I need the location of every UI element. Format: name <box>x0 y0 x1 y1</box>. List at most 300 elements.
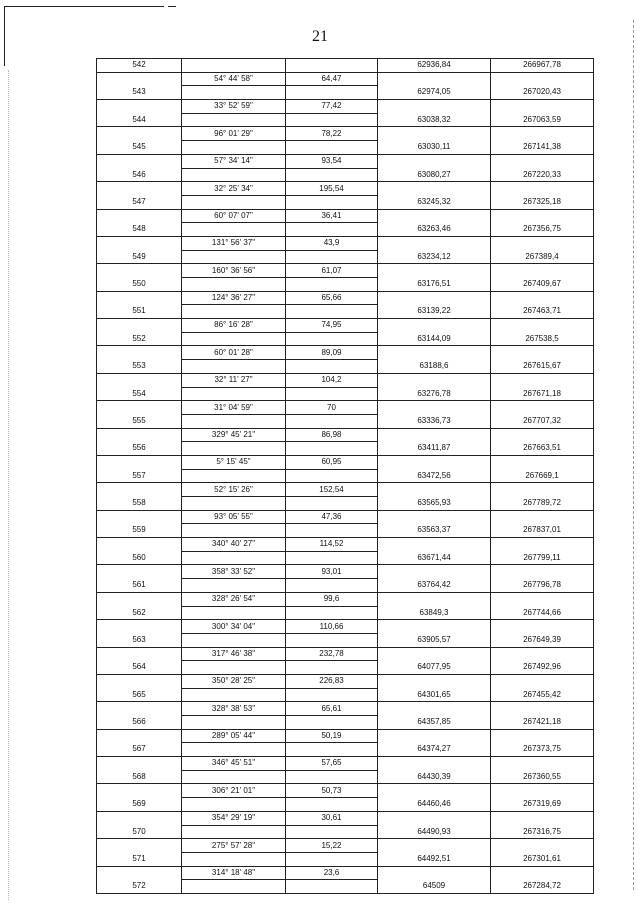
y-cell-empty <box>491 866 594 880</box>
segment-length: 195,54 <box>286 182 378 196</box>
length-cell-empty <box>286 250 378 264</box>
segment-row <box>97 127 594 141</box>
segment-length: 114,52 <box>286 538 378 552</box>
segment-row <box>97 319 594 333</box>
segment-length: 65,66 <box>286 291 378 305</box>
point-cell-empty <box>97 100 182 114</box>
point-cell-empty <box>97 565 182 579</box>
point-cell-empty <box>97 757 182 771</box>
point-row <box>97 798 594 812</box>
direction-angle: 31° 04' 59" <box>182 401 286 415</box>
angle-cell-empty <box>182 305 286 319</box>
segment-row <box>97 346 594 360</box>
point-cell-empty <box>97 866 182 880</box>
y-coordinate: 267455,42 <box>491 688 594 702</box>
y-cell-empty <box>491 236 594 250</box>
length-cell-empty <box>286 880 378 894</box>
y-coordinate: 267356,75 <box>491 223 594 237</box>
point-row <box>97 743 594 757</box>
x-cell-empty <box>378 428 491 442</box>
y-coordinate: 267492,96 <box>491 661 594 675</box>
x-cell-empty <box>378 620 491 634</box>
x-cell-empty <box>378 236 491 250</box>
direction-angle: 54° 44' 58" <box>182 72 286 86</box>
point-cell-empty <box>97 428 182 442</box>
point-number: 549 <box>97 250 182 264</box>
segment-row <box>97 291 594 305</box>
point-number: 563 <box>97 633 182 647</box>
left-scan-edge <box>8 70 9 900</box>
x-cell-empty <box>378 483 491 497</box>
segment-length: 57,65 <box>286 757 378 771</box>
point-number: 569 <box>97 798 182 812</box>
x-coordinate: 63563,37 <box>378 524 491 538</box>
point-row <box>97 223 594 237</box>
x-cell-empty <box>378 319 491 333</box>
direction-angle: 346° 45' 51" <box>182 757 286 771</box>
segment-length: 226,83 <box>286 674 378 688</box>
point-cell-empty <box>97 811 182 825</box>
direction-angle: 160° 36' 56" <box>182 264 286 278</box>
point-number: 543 <box>97 86 182 100</box>
segment-length: 47,36 <box>286 510 378 524</box>
angle-cell-empty <box>182 387 286 401</box>
point-cell-empty <box>97 154 182 168</box>
point-cell-empty <box>97 647 182 661</box>
point-number: 548 <box>97 223 182 237</box>
x-coordinate: 64301,65 <box>378 688 491 702</box>
length-cell-empty <box>286 469 378 483</box>
direction-angle: 340° 40' 27" <box>182 538 286 552</box>
segment-row <box>97 839 594 853</box>
y-cell-empty <box>491 182 594 196</box>
x-coordinate: 63671,44 <box>378 551 491 565</box>
x-cell-empty <box>378 729 491 743</box>
point-cell-empty <box>97 291 182 305</box>
y-cell-empty <box>491 209 594 223</box>
length-cell-empty <box>286 579 378 593</box>
angle-cell-empty <box>182 661 286 675</box>
point-number: 557 <box>97 469 182 483</box>
length-cell-empty <box>286 141 378 155</box>
y-coordinate: 267649,39 <box>491 633 594 647</box>
length-cell-empty <box>286 716 378 730</box>
segment-length: 152,54 <box>286 483 378 497</box>
point-cell-empty <box>97 483 182 497</box>
point-row <box>97 661 594 675</box>
angle-cell-empty <box>182 633 286 647</box>
point-number: 546 <box>97 168 182 182</box>
y-cell-empty <box>491 839 594 853</box>
y-cell-empty <box>491 401 594 415</box>
y-cell-empty <box>491 784 594 798</box>
point-row <box>97 469 594 483</box>
y-coordinate: 267325,18 <box>491 195 594 209</box>
segment-length: 23,6 <box>286 866 378 880</box>
angle-cell-empty <box>182 278 286 292</box>
y-cell-empty <box>491 757 594 771</box>
x-coordinate: 63849,3 <box>378 606 491 620</box>
x-coordinate: 64490,93 <box>378 825 491 839</box>
point-number: 568 <box>97 770 182 784</box>
point-cell-empty <box>97 319 182 333</box>
point-row <box>97 59 594 73</box>
direction-angle: 57° 34' 14" <box>182 154 286 168</box>
angle-cell-empty <box>182 113 286 127</box>
y-cell-empty <box>491 346 594 360</box>
segment-length: 65,61 <box>286 702 378 716</box>
segment-row <box>97 674 594 688</box>
x-coordinate: 64430,39 <box>378 770 491 784</box>
y-cell-empty <box>491 154 594 168</box>
segment-row <box>97 236 594 250</box>
x-cell-empty <box>378 866 491 880</box>
x-cell-empty <box>378 702 491 716</box>
direction-angle: 60° 01' 28" <box>182 346 286 360</box>
point-cell-empty <box>97 674 182 688</box>
segment-length: 61,07 <box>286 264 378 278</box>
length-cell-empty <box>286 86 378 100</box>
direction-angle: 32° 25' 34" <box>182 182 286 196</box>
y-coordinate: 267671,18 <box>491 387 594 401</box>
length-cell-empty <box>286 661 378 675</box>
x-cell-empty <box>378 510 491 524</box>
x-cell-empty <box>378 154 491 168</box>
point-number: 572 <box>97 880 182 894</box>
length-cell-empty <box>286 743 378 757</box>
direction-angle: 33° 52' 59" <box>182 100 286 114</box>
angle-cell-empty <box>182 606 286 620</box>
x-cell-empty <box>378 592 491 606</box>
point-number: 556 <box>97 442 182 456</box>
y-cell-empty <box>491 702 594 716</box>
direction-angle: 317° 46' 38" <box>182 647 286 661</box>
angle-cell-empty <box>182 59 286 73</box>
y-coordinate: 267141,38 <box>491 141 594 155</box>
point-cell-empty <box>97 346 182 360</box>
direction-angle: 329° 45' 21" <box>182 428 286 442</box>
segment-length: 64,47 <box>286 72 378 86</box>
point-number: 562 <box>97 606 182 620</box>
x-coordinate: 63565,93 <box>378 497 491 511</box>
point-row <box>97 606 594 620</box>
direction-angle: 328° 38' 53" <box>182 702 286 716</box>
coordinates-table-body <box>97 59 594 894</box>
angle-cell-empty <box>182 86 286 100</box>
y-cell-empty <box>491 319 594 333</box>
direction-angle: 32° 11' 27" <box>182 373 286 387</box>
point-number: 542 <box>97 59 182 73</box>
segment-row <box>97 483 594 497</box>
length-cell-empty <box>286 387 378 401</box>
x-coordinate: 63263,46 <box>378 223 491 237</box>
point-number: 544 <box>97 113 182 127</box>
y-coordinate: 267409,67 <box>491 278 594 292</box>
x-coordinate: 63472,56 <box>378 469 491 483</box>
point-cell-empty <box>97 209 182 223</box>
segment-length: 70 <box>286 401 378 415</box>
direction-angle: 124° 36' 27" <box>182 291 286 305</box>
segment-length: 93,54 <box>286 154 378 168</box>
point-row <box>97 442 594 456</box>
segment-row <box>97 565 594 579</box>
y-coordinate: 267663,51 <box>491 442 594 456</box>
y-cell-empty <box>491 455 594 469</box>
x-cell-empty <box>378 674 491 688</box>
point-cell-empty <box>97 620 182 634</box>
direction-angle: 86° 16' 28" <box>182 319 286 333</box>
angle-cell-empty <box>182 688 286 702</box>
segment-length: 93,01 <box>286 565 378 579</box>
y-coordinate: 267789,72 <box>491 497 594 511</box>
y-cell-empty <box>491 100 594 114</box>
point-row <box>97 880 594 894</box>
y-cell-empty <box>491 483 594 497</box>
point-number: 547 <box>97 195 182 209</box>
point-row <box>97 332 594 346</box>
y-cell-empty <box>491 72 594 86</box>
y-coordinate: 267463,71 <box>491 305 594 319</box>
y-coordinate: 266967,78 <box>491 59 594 73</box>
direction-angle: 354° 29' 19" <box>182 811 286 825</box>
x-coordinate: 63139,22 <box>378 305 491 319</box>
point-cell-empty <box>97 401 182 415</box>
x-cell-empty <box>378 291 491 305</box>
segment-length: 15,22 <box>286 839 378 853</box>
angle-cell-empty <box>182 798 286 812</box>
y-coordinate: 267360,55 <box>491 770 594 784</box>
point-row <box>97 770 594 784</box>
segment-length: 77,42 <box>286 100 378 114</box>
x-cell-empty <box>378 455 491 469</box>
x-coordinate: 63030,11 <box>378 141 491 155</box>
point-row <box>97 414 594 428</box>
direction-angle: 358° 33' 52" <box>182 565 286 579</box>
length-cell-empty <box>286 360 378 374</box>
direction-angle: 275° 57' 28" <box>182 839 286 853</box>
x-coordinate: 62974,05 <box>378 86 491 100</box>
segment-row <box>97 729 594 743</box>
y-coordinate: 267799,11 <box>491 551 594 565</box>
y-coordinate: 267389,4 <box>491 250 594 264</box>
y-coordinate: 267707,32 <box>491 414 594 428</box>
x-coordinate: 63188,6 <box>378 360 491 374</box>
point-row <box>97 250 594 264</box>
x-coordinate: 63245,32 <box>378 195 491 209</box>
point-row <box>97 524 594 538</box>
y-coordinate: 267796,78 <box>491 579 594 593</box>
x-cell-empty <box>378 72 491 86</box>
y-cell-empty <box>491 592 594 606</box>
point-number: 567 <box>97 743 182 757</box>
point-row <box>97 360 594 374</box>
segment-length: 50,73 <box>286 784 378 798</box>
length-cell-empty <box>286 770 378 784</box>
segment-length: 74,95 <box>286 319 378 333</box>
point-cell-empty <box>97 729 182 743</box>
x-coordinate: 64374,27 <box>378 743 491 757</box>
angle-cell-empty <box>182 332 286 346</box>
y-cell-empty <box>491 538 594 552</box>
direction-angle: 314° 18' 48" <box>182 866 286 880</box>
y-coordinate: 267316,75 <box>491 825 594 839</box>
x-coordinate: 63276,78 <box>378 387 491 401</box>
x-cell-empty <box>378 182 491 196</box>
point-row <box>97 688 594 702</box>
segment-row <box>97 428 594 442</box>
segment-row <box>97 401 594 415</box>
segment-length: 89,09 <box>286 346 378 360</box>
x-cell-empty <box>378 647 491 661</box>
length-cell-empty <box>286 688 378 702</box>
point-row <box>97 141 594 155</box>
y-cell-empty <box>491 428 594 442</box>
angle-cell-empty <box>182 414 286 428</box>
angle-cell-empty <box>182 168 286 182</box>
coordinates-table <box>96 58 594 894</box>
point-row <box>97 305 594 319</box>
x-cell-empty <box>378 209 491 223</box>
point-row <box>97 497 594 511</box>
x-cell-empty <box>378 784 491 798</box>
angle-cell-empty <box>182 250 286 264</box>
x-cell-empty <box>378 100 491 114</box>
y-coordinate: 267373,75 <box>491 743 594 757</box>
point-number: 555 <box>97 414 182 428</box>
point-cell-empty <box>97 127 182 141</box>
corner-mark-horizontal <box>4 6 164 7</box>
point-number: 550 <box>97 278 182 292</box>
length-cell-empty <box>286 305 378 319</box>
point-row <box>97 633 594 647</box>
point-row <box>97 387 594 401</box>
segment-row <box>97 72 594 86</box>
point-cell-empty <box>97 510 182 524</box>
y-coordinate: 267020,43 <box>491 86 594 100</box>
x-cell-empty <box>378 538 491 552</box>
point-number: 570 <box>97 825 182 839</box>
direction-angle: 52° 15' 26" <box>182 483 286 497</box>
point-number: 558 <box>97 497 182 511</box>
length-cell-empty <box>286 414 378 428</box>
point-number: 553 <box>97 360 182 374</box>
angle-cell-empty <box>182 223 286 237</box>
length-cell-empty <box>286 195 378 209</box>
direction-angle: 5° 15' 45" <box>182 455 286 469</box>
segment-row <box>97 455 594 469</box>
y-cell-empty <box>491 811 594 825</box>
point-row <box>97 86 594 100</box>
x-cell-empty <box>378 757 491 771</box>
point-row <box>97 278 594 292</box>
segment-length: 78,22 <box>286 127 378 141</box>
y-coordinate: 267063,59 <box>491 113 594 127</box>
x-cell-empty <box>378 346 491 360</box>
y-coordinate: 267301,61 <box>491 852 594 866</box>
point-row <box>97 852 594 866</box>
angle-cell-empty <box>182 497 286 511</box>
direction-angle: 96° 01' 29" <box>182 127 286 141</box>
point-cell-empty <box>97 72 182 86</box>
point-cell-empty <box>97 455 182 469</box>
direction-angle: 328° 26' 54" <box>182 592 286 606</box>
angle-cell-empty <box>182 852 286 866</box>
angle-cell-empty <box>182 770 286 784</box>
segment-row <box>97 592 594 606</box>
segment-row <box>97 811 594 825</box>
point-number: 554 <box>97 387 182 401</box>
segment-length: 60,95 <box>286 455 378 469</box>
length-cell-empty <box>286 606 378 620</box>
point-cell-empty <box>97 264 182 278</box>
segment-row <box>97 784 594 798</box>
angle-cell-empty <box>182 716 286 730</box>
y-coordinate: 267421,18 <box>491 716 594 730</box>
length-cell-empty <box>286 278 378 292</box>
direction-angle: 60° 07' 07" <box>182 209 286 223</box>
x-coordinate: 64509 <box>378 880 491 894</box>
segment-row <box>97 538 594 552</box>
point-row <box>97 716 594 730</box>
x-cell-empty <box>378 264 491 278</box>
angle-cell-empty <box>182 195 286 209</box>
y-cell-empty <box>491 674 594 688</box>
y-coordinate: 267837,01 <box>491 524 594 538</box>
point-row <box>97 168 594 182</box>
segment-row <box>97 182 594 196</box>
direction-angle: 131° 56' 37" <box>182 236 286 250</box>
angle-cell-empty <box>182 743 286 757</box>
length-cell-empty <box>286 633 378 647</box>
direction-angle: 306° 21' 01" <box>182 784 286 798</box>
x-cell-empty <box>378 127 491 141</box>
point-number: 551 <box>97 305 182 319</box>
point-number: 560 <box>97 551 182 565</box>
length-cell-empty <box>286 825 378 839</box>
angle-cell-empty <box>182 469 286 483</box>
point-number: 571 <box>97 852 182 866</box>
x-coordinate: 63038,32 <box>378 113 491 127</box>
y-coordinate: 267220,33 <box>491 168 594 182</box>
x-cell-empty <box>378 839 491 853</box>
point-cell-empty <box>97 236 182 250</box>
length-cell-empty <box>286 497 378 511</box>
angle-cell-empty <box>182 579 286 593</box>
point-cell-empty <box>97 182 182 196</box>
length-cell-empty <box>286 168 378 182</box>
y-cell-empty <box>491 729 594 743</box>
point-row <box>97 551 594 565</box>
segment-length: 99,6 <box>286 592 378 606</box>
y-cell-empty <box>491 373 594 387</box>
y-cell-empty <box>491 620 594 634</box>
segment-length: 50,19 <box>286 729 378 743</box>
segment-row <box>97 702 594 716</box>
x-cell-empty <box>378 373 491 387</box>
x-coordinate: 64357,85 <box>378 716 491 730</box>
y-coordinate: 267744,66 <box>491 606 594 620</box>
segment-row <box>97 100 594 114</box>
x-coordinate: 64077,95 <box>378 661 491 675</box>
point-cell-empty <box>97 784 182 798</box>
point-row <box>97 195 594 209</box>
x-cell-empty <box>378 401 491 415</box>
segment-row <box>97 757 594 771</box>
angle-cell-empty <box>182 141 286 155</box>
segment-row <box>97 620 594 634</box>
segment-length: 110,66 <box>286 620 378 634</box>
page-number: 21 <box>312 28 328 45</box>
